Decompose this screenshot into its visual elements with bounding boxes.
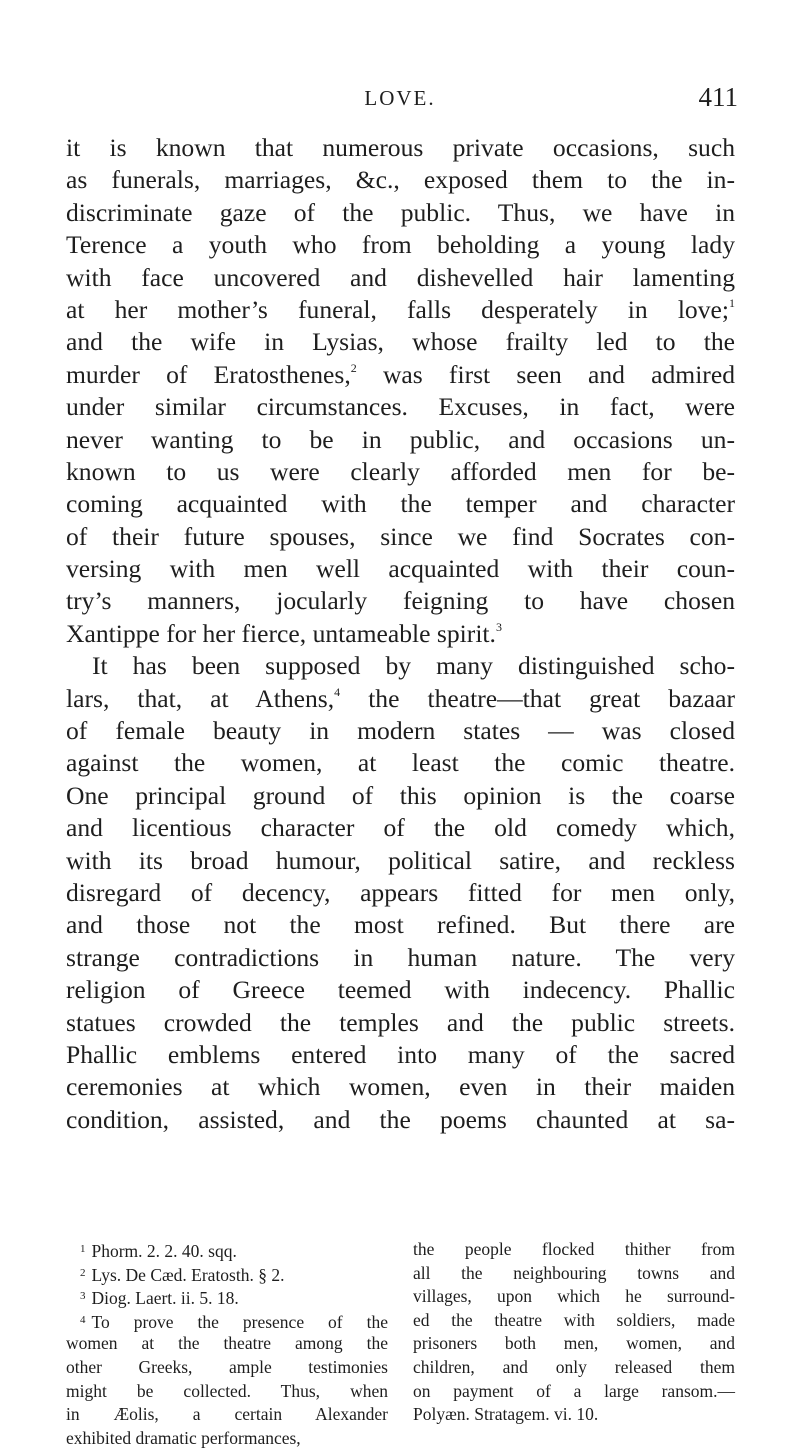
text-line: Terence a youth who from beholding a young lady [66,230,735,260]
text-line: with face uncovered and dishevelled hair lamenting [66,262,735,292]
text-line: It has been supposed by many distinguished scho- [92,651,735,681]
text-line: with its broad humour, political satire, and reckless [66,845,735,875]
footnote-line: on payment of a large ransom.— [413,1380,735,1401]
footnote-line: other Greeks, ample testimonies [66,1356,388,1377]
footnote-line: Polyæn. Stratagem. vi. 10. [413,1404,599,1425]
text-line: discriminate gaze of the public. Thus, we have in [66,197,735,227]
text-line: of their future spouses, since we find Socrates con- [66,521,735,551]
footnote-number: 1 [80,1243,86,1255]
text-line: coming acquainted with the temper and character [66,489,735,519]
footnote-line: villages, upon which he surround- [413,1286,735,1307]
text-line [66,683,735,715]
text-line-content: at her mother’s funeral, falls desperately in love; [66,294,729,324]
text-line: ceremonies at which women, even in their maiden [66,1072,735,1102]
footnote-line: might be collected. Thus, when [66,1380,388,1401]
text-line-content: lars, that, at Athens, [66,683,335,713]
text-line: under similar circumstances. Excuses, in fact, were [66,392,735,422]
footnote-line [66,1285,388,1309]
footnote-line: the people flocked thither from [413,1239,735,1259]
text-line: and the wife in Lysias, whose frailty led to the [66,327,735,357]
footnote-line: exhibited dramatic performances, [66,1427,301,1448]
text-line-content: was first seen and admired [382,359,735,389]
footnote-number: 3 [80,1290,86,1303]
text-line: strange contradictions in human nature. The very [66,942,735,972]
text-line-content: Xantippe for her fierce, untameable spirit. [66,618,496,648]
footnote-marker: 2 [350,360,357,375]
footnote-line: prisoners both men, women, and [413,1333,735,1354]
text-line: religion of Greece teemed with indecency. Phallic [66,975,735,1005]
text-line: disregard of decency, appears fitted for men only, [66,877,735,907]
footnote-line: children, and only released them [413,1356,735,1377]
text-line: against the women, at least the comic theatre. [66,748,735,778]
text-line: condition, assisted, and the poems chaunted at sa- [66,1104,735,1134]
footnote-line: ed the theatre with soldiers, made [413,1309,735,1330]
footnote-text: Lys. De Cæd. Eratosth. § 2. [91,1264,285,1285]
footnote-line: women at the theatre among the [66,1333,388,1354]
footnotes-left-column [66,1238,388,1450]
footnote-line [66,1262,388,1286]
footnote-number: 2 [80,1266,86,1279]
text-line: it is known that numerous private occasions, such [66,133,735,162]
text-line: try’s manners, jocularly feigning to have chosen [66,586,735,616]
text-line: Phallic emblems entered into many of the sacred [66,1039,735,1069]
text-line: statues crowded the temples and the public streets. [66,1007,735,1037]
text-line: versing with men well acquainted with their coun- [66,554,735,584]
text-line: as funerals, marriages, &c., exposed them to the in- [66,165,735,195]
text-line: never wanting to be in public, and occasions un- [66,424,735,454]
text-line [66,294,735,326]
footnote-marker: 4 [334,684,341,699]
footnote-marker: 3 [495,619,502,634]
text-line: known to us were clearly afforded men for be- [66,456,735,486]
footnote-text: Diog. Laert. ii. 5. 18. [91,1288,239,1309]
text-line: One principal ground of this opinion is the coarse [66,780,735,810]
text-line-content: murder of Eratosthenes, [66,359,351,389]
footnote-marker: 1 [729,295,735,310]
footnotes-right-column [413,1238,735,1427]
body-text [66,132,735,1136]
footnote-line [66,1309,388,1333]
footnote-text: Phorm. 2. 2. 40. sqq. [91,1241,237,1261]
footnote-line: in Æolis, a certain Alexander [66,1404,388,1425]
text-line: and licentious character of the old comedy which, [66,813,735,843]
page-header [0,82,800,114]
footnote-text: To prove the presence of the [91,1311,388,1332]
text-line [66,618,735,650]
footnote-line: all the neighbouring towns and [413,1262,735,1283]
text-line [66,359,735,391]
text-line-content: the theatre—that great bazaar [368,683,736,713]
text-line: of female beauty in modern states — was closed [66,716,735,746]
page-number: 411 [698,82,738,112]
footnote-line [66,1238,388,1262]
footnote-number: 4 [80,1313,86,1326]
running-title: LOVE. [364,86,436,110]
text-line: and those not the most refined. But there are [66,910,735,940]
